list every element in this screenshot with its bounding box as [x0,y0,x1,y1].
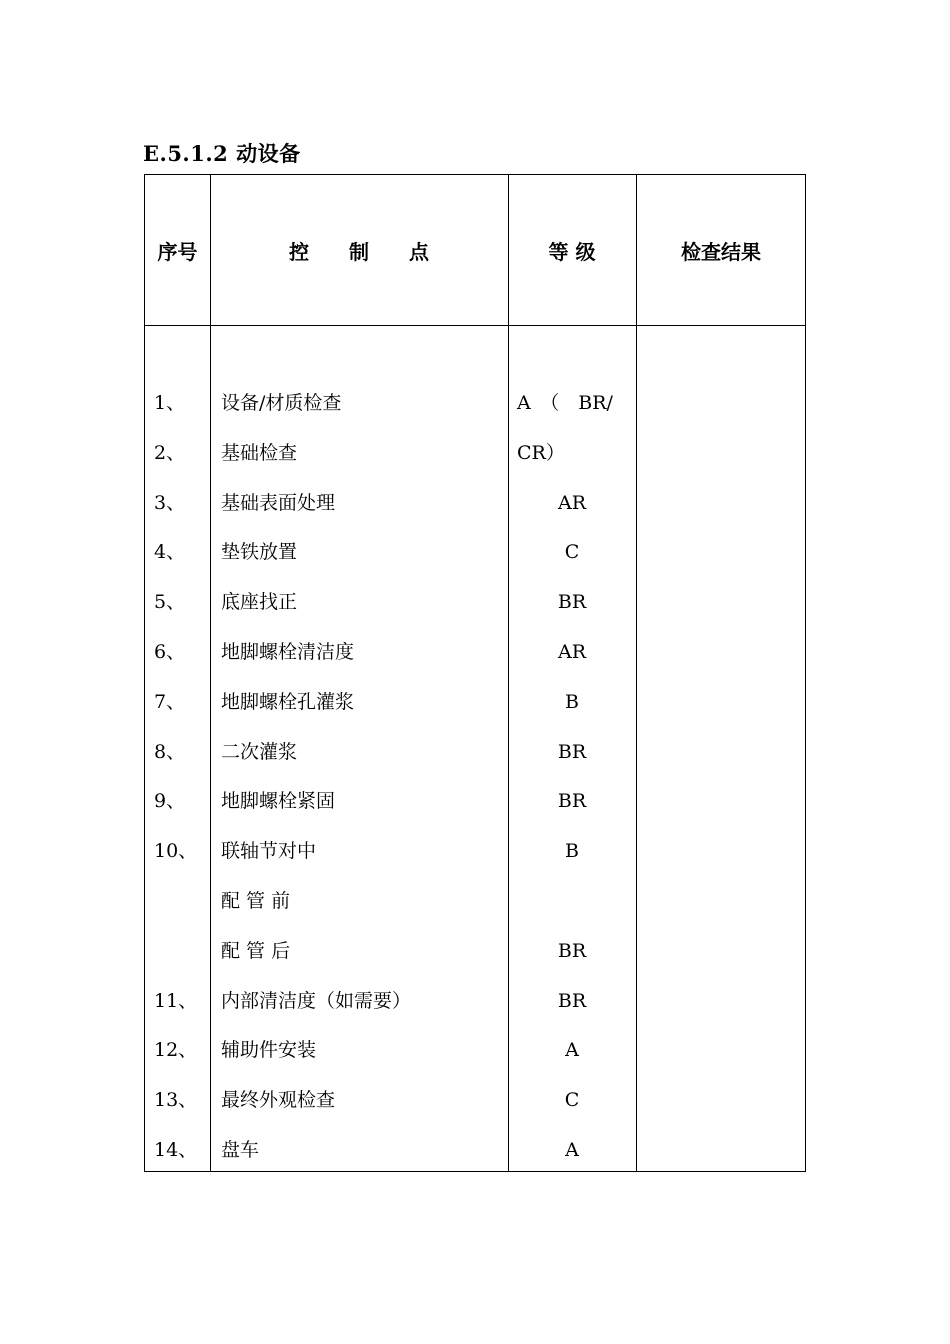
row-control-point: 基础表面处理 [221,492,336,514]
row-grade: A [565,1039,579,1061]
row-number: 3、 [154,492,186,514]
row-control-point: 设备/材质检查 [221,392,342,414]
row-grade: AR [557,492,587,514]
inspection-table [144,174,806,1172]
row-control-point: 二次灌浆 [221,741,298,763]
row-grade: C [564,541,580,563]
row-number: 5、 [154,591,186,613]
row-control-point: 配 管 前 [221,890,291,912]
row-grade: AR [557,641,587,663]
row-grade: A [565,1139,579,1161]
row-grade: C [564,1089,580,1111]
row-number: 14、 [154,1139,198,1161]
row-control-point: 地脚螺栓清洁度 [221,641,355,663]
section-title: E.5.1.2 动设备 [143,141,301,166]
row-number: 10、 [154,840,198,862]
row-control-point: 辅助件安装 [221,1039,317,1061]
row-control-point: 底座找正 [221,591,298,613]
row-number: 8、 [154,741,186,763]
row-control-point: 地脚螺栓紧固 [221,790,336,812]
header-control-point: 控 制 点 [289,239,429,264]
row-control-point: 最终外观检查 [221,1089,336,1111]
header-no: 序号 [157,239,198,264]
row-grade: BR [557,990,587,1012]
row-number: 11、 [154,990,198,1012]
row-grade: BR [557,790,587,812]
row-number: 7、 [154,691,186,713]
row-number: 2、 [154,442,186,464]
row-grade: B [565,840,579,862]
row-control-point: 联轴节对中 [221,840,317,862]
row-grade: A （ BR/ [517,392,613,414]
row-number: 4、 [154,541,186,563]
row-grade: B [565,691,579,713]
row-grade: BR [557,741,587,763]
row-number: 13、 [154,1089,198,1111]
row-number: 12、 [154,1039,198,1061]
row-number: 6、 [154,641,186,663]
row-grade: CR） [517,442,565,464]
row-grade: BR [557,591,587,613]
header-grade: 等 级 [548,239,596,264]
row-control-point: 配 管 后 [221,940,291,962]
row-control-point: 垫铁放置 [221,541,298,563]
row-control-point: 地脚螺栓孔灌浆 [221,691,355,713]
header-divider [145,325,805,326]
row-control-point: 基础检查 [221,442,298,464]
row-grade: BR [557,940,587,962]
row-number: 9、 [154,790,186,812]
row-number: 1、 [154,392,186,414]
header-result: 检查结果 [681,239,761,264]
row-control-point: 内部清洁度（如需要） [221,990,412,1012]
row-control-point: 盘车 [221,1139,260,1161]
